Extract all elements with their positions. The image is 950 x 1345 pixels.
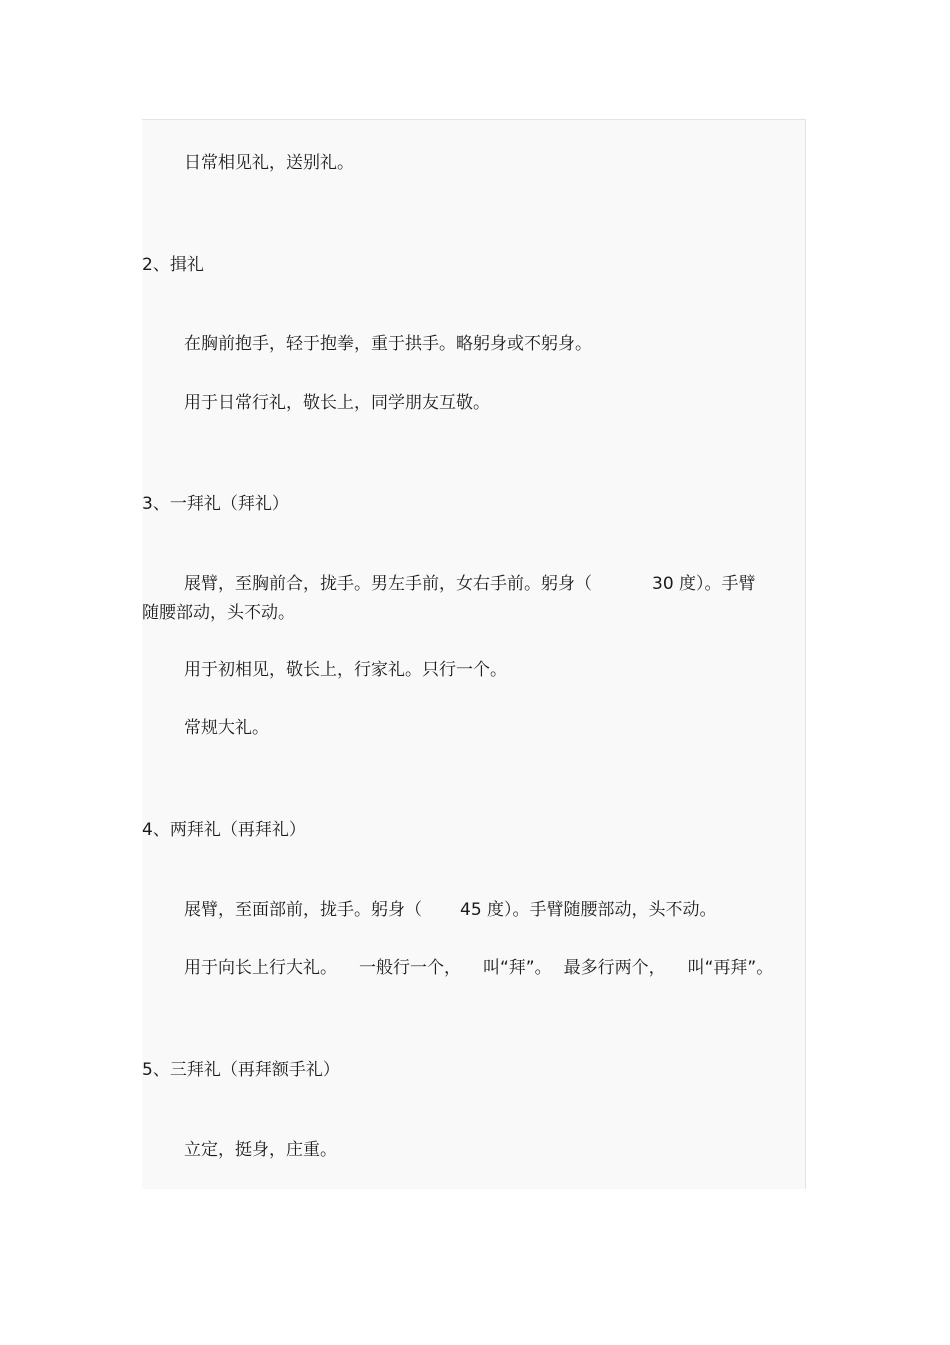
paragraph-text: 30 度）。手臂 xyxy=(652,574,756,594)
paragraph-text: 叫“再拜”。 xyxy=(687,958,774,978)
paragraph-text: 叫“拜”。 xyxy=(483,958,552,978)
paragraph: 常规大礼。 xyxy=(184,718,269,738)
section-heading-4: 4、两拜礼（再拜礼） xyxy=(142,820,306,840)
paragraph-text: 一般行一个， xyxy=(359,958,461,978)
paragraph: 用于日常行礼，敬长上，同学朋友互敬。 xyxy=(184,393,490,413)
section-heading-3: 3、一拜礼（拜礼） xyxy=(142,494,289,514)
paragraph xyxy=(184,899,717,921)
paragraph: 用于初相见，敬长上，行家礼。只行一个。 xyxy=(184,660,507,680)
paragraph-text: 展臂，至面部前，拢手。躬身（ xyxy=(184,900,422,920)
document-page xyxy=(142,119,806,1189)
paragraph xyxy=(184,957,773,979)
section-heading-2: 2、揖礼 xyxy=(142,255,204,275)
paragraph-text: 最多行两个， xyxy=(563,958,666,978)
paragraph-text: 45 度）。手臂随腰部动，头不动。 xyxy=(460,900,717,920)
paragraph xyxy=(184,573,756,595)
paragraph: 日常相见礼，送别礼。 xyxy=(184,153,354,173)
paragraph: 在胸前抱手，轻于抱拳，重于拱手。略躬身或不躬身。 xyxy=(184,334,592,354)
paragraph-text: 展臂，至胸前合，拢手。男左手前，女右手前。躬身（ xyxy=(184,574,592,594)
section-heading-5: 5、三拜礼（再拜额手礼） xyxy=(142,1060,340,1080)
paragraph: 立定，挺身，庄重。 xyxy=(184,1140,337,1160)
paragraph-text: 用于向长上行大礼。 xyxy=(184,958,337,978)
paragraph-continuation: 随腰部动，头不动。 xyxy=(142,603,295,623)
